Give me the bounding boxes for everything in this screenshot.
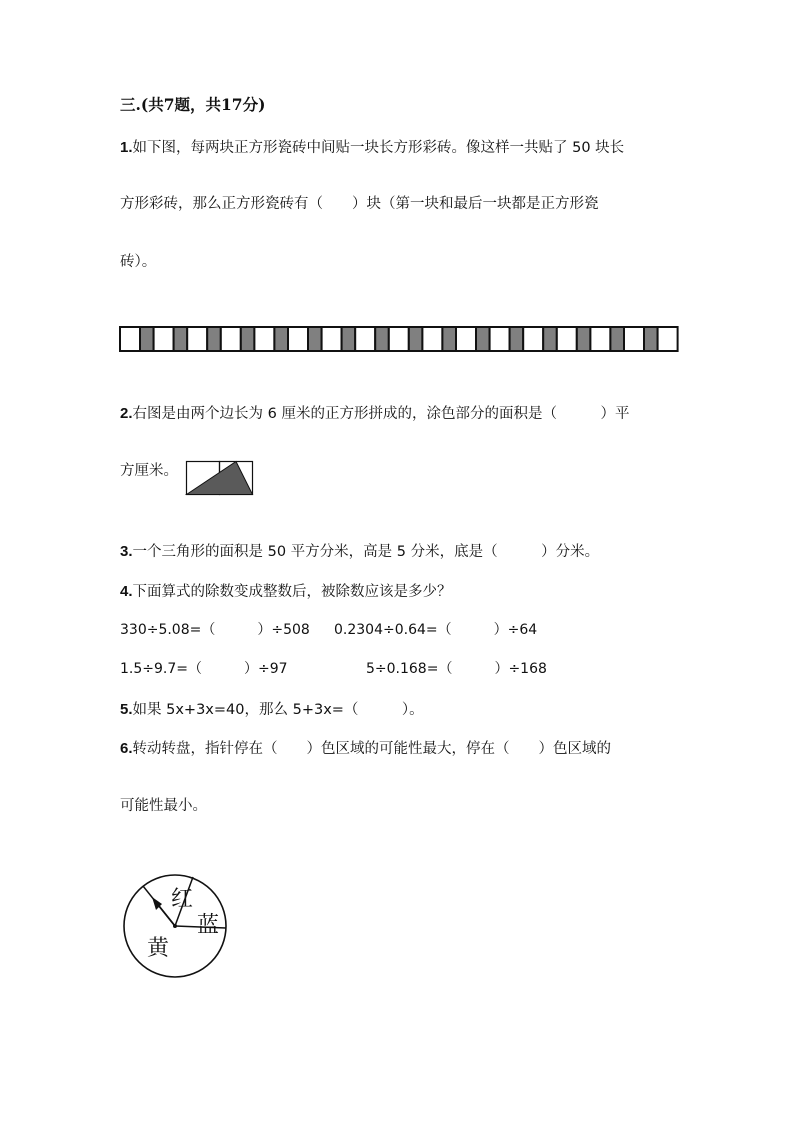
square-tile [490,327,510,351]
colored-rect-tile [644,327,658,351]
question-2-text-1: 右图是由两个边长为 6 厘米的正方形拼成的，涂色部分的面积是（ ）平 [132,406,630,422]
square-tile [590,327,610,351]
question-1-line-3: 砖）。 [120,254,157,270]
wheel-label-red: 红 [171,887,194,912]
colored-rect-tile [375,327,389,351]
square-tile [187,327,207,351]
square-tile [624,327,644,351]
question-2-line-1 [120,402,629,425]
colored-rect-tile [274,327,288,351]
colored-rect-tile [442,327,456,351]
spinner-wheel-figure [121,872,231,982]
wheel-label-yellow: 黄 [147,936,170,961]
section-title: 三.(共7题，共17分) [120,95,266,114]
square-tile [456,327,476,351]
colored-rect-tile [342,327,356,351]
square-tile [288,327,308,351]
square-tile [322,327,342,351]
colored-rect-tile [207,327,221,351]
pointer-pivot [173,924,177,928]
expression-1: 330÷5.08=（ ）÷508 [120,622,310,638]
colored-rect-tile [610,327,624,351]
question-6-text-1: 转动转盘，指针停在（ ）色区域的可能性最大，停在（ ）色区域的 [132,741,612,757]
colored-rect-tile [308,327,322,351]
square-tile [254,327,274,351]
colored-rect-tile [409,327,423,351]
question-4-line-1 [120,580,452,603]
tile-strip-figure [118,324,502,354]
colored-rect-tile [476,327,490,351]
expression-4: 5÷0.168=（ ）÷168 [366,661,547,677]
expression-2: 0.2304÷0.64=（ ）÷64 [334,622,538,638]
question-6-line-2: 可能性最小。 [120,798,207,814]
question-2-number: 2. [120,405,133,422]
square-tile [557,327,577,351]
question-6-line-1 [120,737,611,760]
square-tile [523,327,543,351]
two-squares-figure [186,461,256,497]
question-1-line-2: 方形彩砖，那么正方形瓷砖有（ ）块（第一块和最后一块都是正方形瓷 [120,196,599,212]
question-5-line-1 [120,698,424,721]
question-1-line-1 [120,136,624,159]
colored-rect-tile [577,327,591,351]
square-tile [355,327,375,351]
question-3-text-1: 一个三角形的面积是 50 平方分米，高是 5 分米，底是（ ）分米。 [132,544,600,560]
question-6-number: 6. [120,740,133,757]
question-1-text-1: 如下图，每两块正方形瓷砖中间贴一块长方形彩砖。像这样一共贴了 50 块长 [132,140,625,156]
question-4-text-1: 下面算式的除数变成整数后，被除数应该是多少？ [132,584,452,600]
question-4-number: 4. [120,583,133,600]
question-3-number: 3. [120,543,133,560]
colored-rect-tile [174,327,188,351]
colored-rect-tile [510,327,524,351]
expression-3: 1.5÷9.7=（ ）÷97 [120,661,288,677]
colored-rect-tile [543,327,557,351]
question-5-text-1: 如果 5x+3x=40，那么 5+3x=（ ）。 [132,702,424,718]
square-tile [658,327,678,351]
square-tile [422,327,442,351]
question-2-line-2: 方厘米。 [120,463,178,479]
question-3-line-1 [120,540,599,563]
square-tile [389,327,409,351]
question-5-number: 5. [120,701,133,718]
square-tile [120,327,140,351]
question-1-number: 1. [120,139,133,156]
wheel-label-blue: 蓝 [197,913,220,938]
colored-rect-tile [140,327,154,351]
square-tile [154,327,174,351]
square-tile [221,327,241,351]
colored-rect-tile [241,327,255,351]
